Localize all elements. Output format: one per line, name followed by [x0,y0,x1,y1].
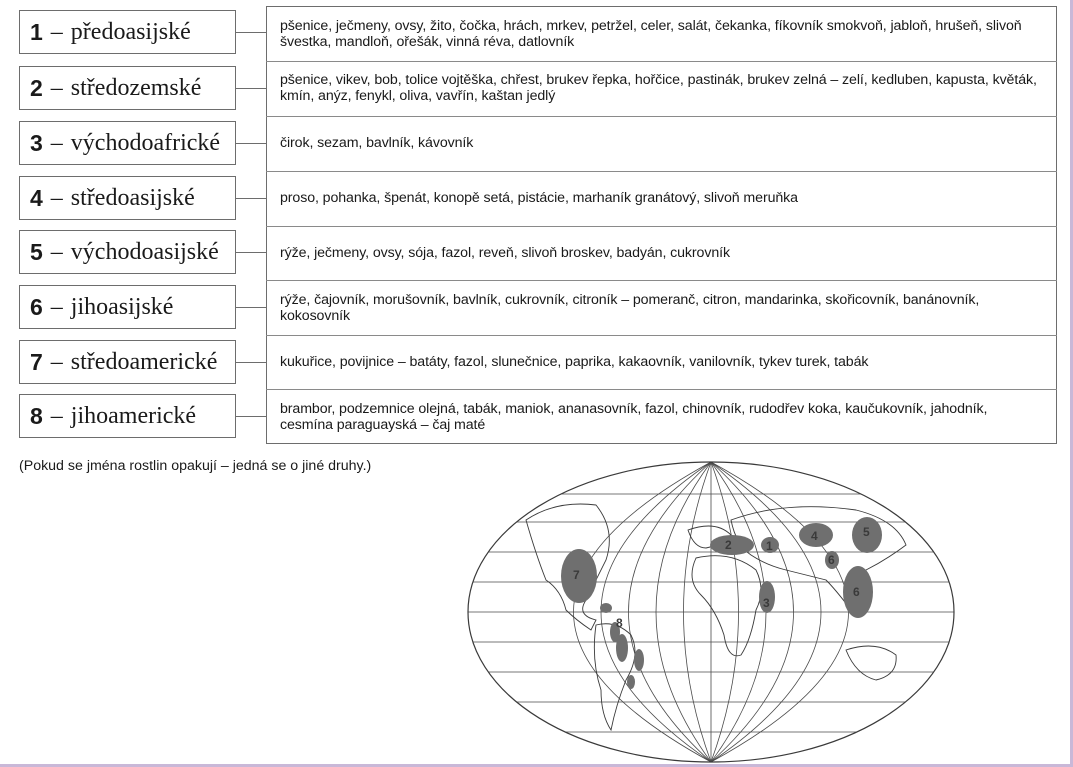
center-row-1 [0,10,1073,58]
center-name: středozemské [70,74,202,101]
center-name: jihoamerické [70,402,197,429]
center-dash: – [50,293,63,320]
center-dash: – [50,402,63,429]
center-number: 3 [30,129,43,156]
plant-list-5 [266,226,1057,280]
continent-outlines [526,504,906,730]
connector-line [236,198,266,199]
center-name: východoafrické [70,129,221,156]
region-8-shape [634,649,644,671]
plant-list-6 [266,280,1057,335]
plant-list-text: kukuřice, povijnice – batáty, fazol, slunečnice, paprika, kakaovník, vanilovník, tykev turek, tabák [280,354,869,370]
connector-line [236,32,266,33]
plant-list-4 [266,171,1057,225]
region-2-shape [710,535,754,555]
center-label-5 [19,230,236,274]
center-label-7 [19,340,236,384]
center-dash: – [50,18,63,45]
region-label-3: 3 [763,596,770,610]
center-number: 1 [30,18,43,45]
center-dash: – [50,74,63,101]
plant-list-8 [266,390,1057,444]
center-label-8 [19,394,236,438]
map-graticule [466,462,966,762]
center-name: středoasijské [70,184,195,211]
center-label-6 [19,285,236,329]
plant-list-text: čirok, sezam, bavlník, kávovník [280,135,474,151]
region-label-8: 8 [616,616,623,630]
region-7-shape [600,603,612,613]
center-number: 7 [30,348,43,375]
region-label-5: 5 [863,525,870,539]
footnote: (Pokud se jména rostlin opakují – jedná se o jiné druhy.) [19,458,372,474]
region-label-6a: 6 [828,553,835,567]
region-label-7: 7 [573,568,580,582]
center-row-6 [0,285,1073,333]
plant-list-2 [266,61,1057,115]
connector-line [236,143,266,144]
center-dash: – [50,184,63,211]
connector-line [236,416,266,417]
region-label-2: 2 [725,538,732,552]
region-8-shape [627,675,635,689]
center-label-1 [19,10,236,54]
region-8-shape [616,634,628,662]
region-label-4: 4 [811,529,818,543]
center-name: jihoasijské [70,293,174,320]
plant-list-3 [266,116,1057,170]
plant-list-text: brambor, podzemnice olejná, tabák, maniok, ananasovník, fazol, chinovník, rudodřev koka, kaučukovník, jahodník, cesmína paraguayská – čaj maté [280,401,988,433]
center-row-8 [0,394,1073,442]
center-label-2 [19,66,236,110]
center-name: východoasijské [70,238,219,265]
plant-list-text: proso, pohanka, špenát, konopě setá, pistácie, marhaník granátový, slivoň meruňka [280,190,798,206]
center-dash: – [50,238,63,265]
world-map [466,460,966,765]
center-number: 8 [30,402,43,429]
center-label-3 [19,121,236,165]
center-dash: – [50,348,63,375]
center-name: předoasijské [70,18,191,45]
plant-list-1 [266,6,1057,61]
connector-line [236,307,266,308]
center-number: 5 [30,238,43,265]
plant-list-7 [266,335,1057,389]
plant-list-text: rýže, čajovník, morušovník, bavlník, cukrovník, citroník – pomeranč, citron, mandarinka, skořicovník, banánovník, kokosovník [280,291,980,324]
center-dash: – [50,129,63,156]
center-number: 6 [30,293,43,320]
center-row-7 [0,340,1073,388]
connector-line [236,362,266,363]
region-label-1: 1 [766,539,773,553]
center-label-4 [19,176,236,220]
center-name: středoamerické [70,348,218,375]
plant-list-text: pšenice, vikev, bob, tolice vojtěška, chřest, brukev řepka, hořčice, pastinák, brukev zelná – zelí, kedluben, kapusta, květák, kmín, anýz, fenykl, oliva, vavřín, kaštan jedlý [280,72,1037,104]
region-label-6b: 6 [853,585,860,599]
center-row-3 [0,121,1073,169]
center-row-2 [0,66,1073,114]
plant-list-text: rýže, ječmeny, ovsy, sója, fazol, reveň, slivoň broskev, badyán, cukrovník [280,245,730,261]
connector-line [236,252,266,253]
center-row-5 [0,230,1073,278]
plant-list-text: pšenice, ječmeny, ovsy, žito, čočka, hrách, mrkev, petržel, celer, salát, čekanka, fíkovník smokvoň, jabloň, hrušeň, slivoň švestka, mandloň, ořešák, vinná réva, datlovník [280,17,1022,50]
connector-line [236,88,266,89]
center-number: 2 [30,74,43,101]
center-row-4 [0,176,1073,224]
center-number: 4 [30,184,43,211]
